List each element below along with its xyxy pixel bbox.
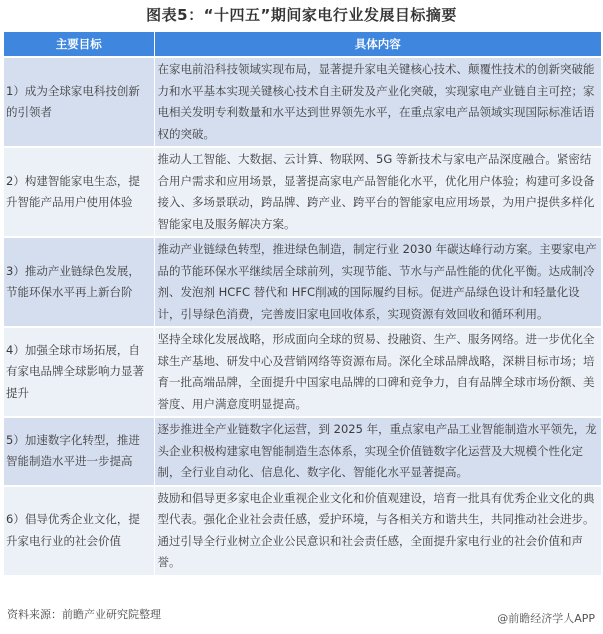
table-row [4,327,601,417]
content-cell: 逐步推进全产业链数字化运营，到 2025 年，重点家电产品工业智能制造水平领先，龙头企业积极构建家电智能制造生态体系，实现全价值链数字化运营及大规模个性化定制，全行业自动化、信息化、数字化、智能化水平显著提高。 [154,417,601,486]
table-row [4,57,601,147]
content-cell: 鼓励和倡导更多家电企业重视企业文化和价值观建设，培育一批具有优秀企业文化的典型代表。强化企业社会责任感，爱护环境，与各相关方和谐共生，共同推动社会进步。通过引导全行业树立企业公民意识和社会责任感，全面提升家电行业的社会价值和声誉。 [154,486,601,576]
goal-cell: 1）成为全球家电科技创新的引领者 [4,57,154,147]
goal-cell: 3）推动产业链绿色发展，节能环保水平再上新台阶 [4,237,154,327]
goal-cell: 2）构建智能家电生态，提升智能产品用户使用体验 [4,147,154,237]
content-cell: 坚持全球化发展战略，形成面向全球的贸易、投融资、生产、服务网络。进一步优化全球生产基地、研发中心及营销网络等资源布局。深化全球品牌战略，深耕目标市场；培育一批高端品牌，全面提升中国家电品牌的口碑和竞争力，自有品牌全球市场份额、美誉度、用户满意度明显提高。 [154,327,601,417]
table-row [4,417,601,486]
watermark-credit: @前瞻经济学人APP [497,612,595,625]
header-details: 具体内容 [154,32,601,57]
content-cell: 推动人工智能、大数据、云计算、物联网、5G 等新技术与家电产品深度融合。紧密结合用户需求和应用场景，显著提高家电产品智能化水平，优化用户体验；构建可多设备接入、多场景联动，跨品牌、跨产业、跨平台的智能家电应用场景，为用户提供多样化智能家电及服务解决方案。 [154,147,601,237]
table-row [4,237,601,327]
figure-title: 图表5：“十四五”期间家电行业发展目标摘要 [146,6,457,24]
content-cell: 推动产业链绿色转型，推进绿色制造，制定行业 2030 年碳达峰行动方案。主要家电产品的节能环保水平继续居全球前列，实现节能、节水与产品性能的优化平衡。达成制冷剂、发泡剂 HCFC 替代和 HFC削减的国际履约目标。促进产品绿色设计和轻量化设计，引导绿色消费，完善废旧家电回收体系，实现资源有效回收和循环利用。 [154,237,601,327]
goal-cell: 4）加强全球市场拓展，自有家电品牌全球影响力显著提升 [4,327,154,417]
table-header-row [4,32,601,57]
goal-cell: 5）加速数字化转型，推进智能制造水平进一步提高 [4,417,154,486]
content-cell: 在家电前沿科技领域实现布局，显著提升家电关键核心技术、颠覆性技术的创新突破能力和水平基本实现关键核心技术自主研发及产业化突破，实现家电产业链自主可控；家电相关发明专利数量和水平达到世界领先水平，在重点家电产品领域实现国际标准话语权的突破。 [154,57,601,147]
table-row [4,147,601,237]
source-note: 资料来源：前瞻产业研究院整理 [7,608,161,621]
goal-cell: 6）倡导优秀企业文化，提升家电行业的社会价值 [4,486,154,576]
goals-table [4,32,601,577]
header-main-goal: 主要目标 [4,32,154,57]
table-row [4,486,601,576]
